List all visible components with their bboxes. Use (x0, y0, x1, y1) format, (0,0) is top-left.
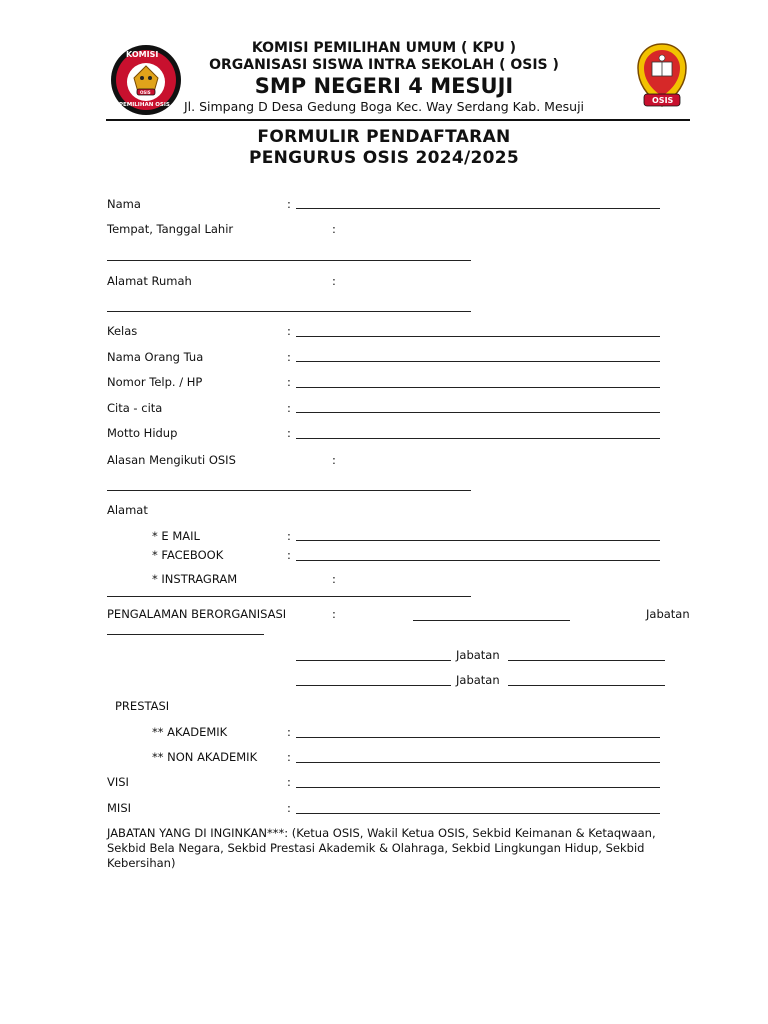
jabatan-note: JABATAN YANG DI INGINKAN***: (Ketua OSIS, Wakil Ketua OSIS, Sekbid Keimanan & Ketaqwaan, Sekbid Bela Negara, Sekbid Prestasi Akademik & Olahraga, Sekbid Lingkungan Hidup, Sekbid Kebersihan) (107, 826, 656, 870)
input-line-cita[interactable] (296, 412, 660, 413)
colon: : (287, 801, 291, 815)
input-line-jabatan-2[interactable] (508, 660, 665, 661)
colon: : (287, 725, 291, 739)
input-line-visi[interactable] (296, 787, 660, 788)
form-title-2: PENGURUS OSIS 2024/2025 (248, 148, 520, 168)
label-prestasi: PRESTASI (115, 699, 170, 713)
colon: : (287, 775, 291, 789)
label-jabatan-3: Jabatan (456, 673, 500, 687)
header-line-1: KOMISI PEMILIHAN UMUM ( KPU ) (251, 40, 517, 56)
label-non-akademik: ** NON AKADEMIK (152, 750, 258, 764)
input-line-nama[interactable] (296, 208, 660, 209)
label-kelas: Kelas (107, 324, 138, 338)
label-misi: MISI (107, 801, 132, 815)
label-cita: Cita - cita (107, 401, 163, 415)
label-instagram: * INSTRAGRAM (152, 572, 238, 586)
label-jabatan-1: Jabatan (646, 607, 690, 621)
colon: : (332, 572, 336, 586)
colon: : (287, 548, 291, 562)
input-line-jabatan-1[interactable] (107, 634, 264, 635)
colon: : (287, 529, 291, 543)
label-visi: VISI (107, 775, 129, 789)
label-alasan: Alasan Mengikuti OSIS (107, 453, 236, 467)
label-jabatan-2: Jabatan (456, 648, 500, 662)
input-line-pengalaman-1[interactable] (413, 620, 570, 621)
label-nama: Nama (107, 197, 141, 211)
form-title-1: FORMULIR PENDAFTARAN (257, 127, 511, 147)
school-address: Jl. Simpang D Desa Gedung Boga Kec. Way Serdang Kab. Mesuji (183, 99, 585, 114)
colon: : (287, 324, 291, 338)
input-line-alasan[interactable] (107, 490, 471, 491)
input-line-misi[interactable] (296, 813, 660, 814)
school-name: SMP NEGERI 4 MESUJI (254, 74, 514, 98)
colon: : (287, 375, 291, 389)
colon: : (287, 197, 291, 211)
osis-logo (636, 42, 688, 112)
input-line-pengalaman-3[interactable] (296, 685, 451, 686)
label-telp: Nomor Telp. / HP (107, 375, 203, 389)
colon: : (332, 453, 336, 467)
input-line-email[interactable] (296, 540, 660, 541)
label-alamat-rumah: Alamat Rumah (107, 274, 192, 288)
input-line-non-akademik[interactable] (296, 762, 660, 763)
label-pengalaman: PENGALAMAN BERORGANISASI (107, 607, 287, 621)
input-line-jabatan-3[interactable] (508, 685, 665, 686)
kpu-logo-badge-text: OSIS (140, 90, 151, 95)
input-line-facebook[interactable] (296, 560, 660, 561)
kpu-logo-top-text: KOMISI (126, 50, 159, 59)
input-line-pengalaman-2[interactable] (296, 660, 451, 661)
colon: : (287, 350, 291, 364)
input-line-ttl[interactable] (107, 260, 471, 261)
header-line-2: ORGANISASI SISWA INTRA SEKOLAH ( OSIS ) (209, 57, 559, 73)
colon: : (287, 426, 291, 440)
label-motto: Motto Hidup (107, 426, 178, 440)
input-line-telp[interactable] (296, 387, 660, 388)
header-divider (106, 119, 690, 121)
input-line-akademik[interactable] (296, 737, 660, 738)
label-alamat: Alamat (107, 503, 148, 517)
label-akademik: ** AKADEMIK (152, 725, 228, 739)
colon: : (332, 222, 336, 236)
colon: : (287, 750, 291, 764)
label-nama-ortu: Nama Orang Tua (107, 350, 204, 364)
label-email: * E MAIL (152, 529, 200, 543)
input-line-kelas[interactable] (296, 336, 660, 337)
colon: : (287, 401, 291, 415)
input-line-motto[interactable] (296, 438, 660, 439)
input-line-alamat-rumah[interactable] (107, 311, 471, 312)
input-line-instagram[interactable] (107, 596, 471, 597)
label-ttl: Tempat, Tanggal Lahir (107, 222, 234, 236)
label-facebook: * FACEBOOK (152, 548, 224, 562)
kpu-logo-bottom-text: PEMILIHAN OSIS (119, 102, 170, 108)
input-line-nama-ortu[interactable] (296, 361, 660, 362)
colon: : (332, 607, 336, 621)
osis-logo-badge-text: OSIS (652, 96, 674, 105)
colon: : (332, 274, 336, 288)
